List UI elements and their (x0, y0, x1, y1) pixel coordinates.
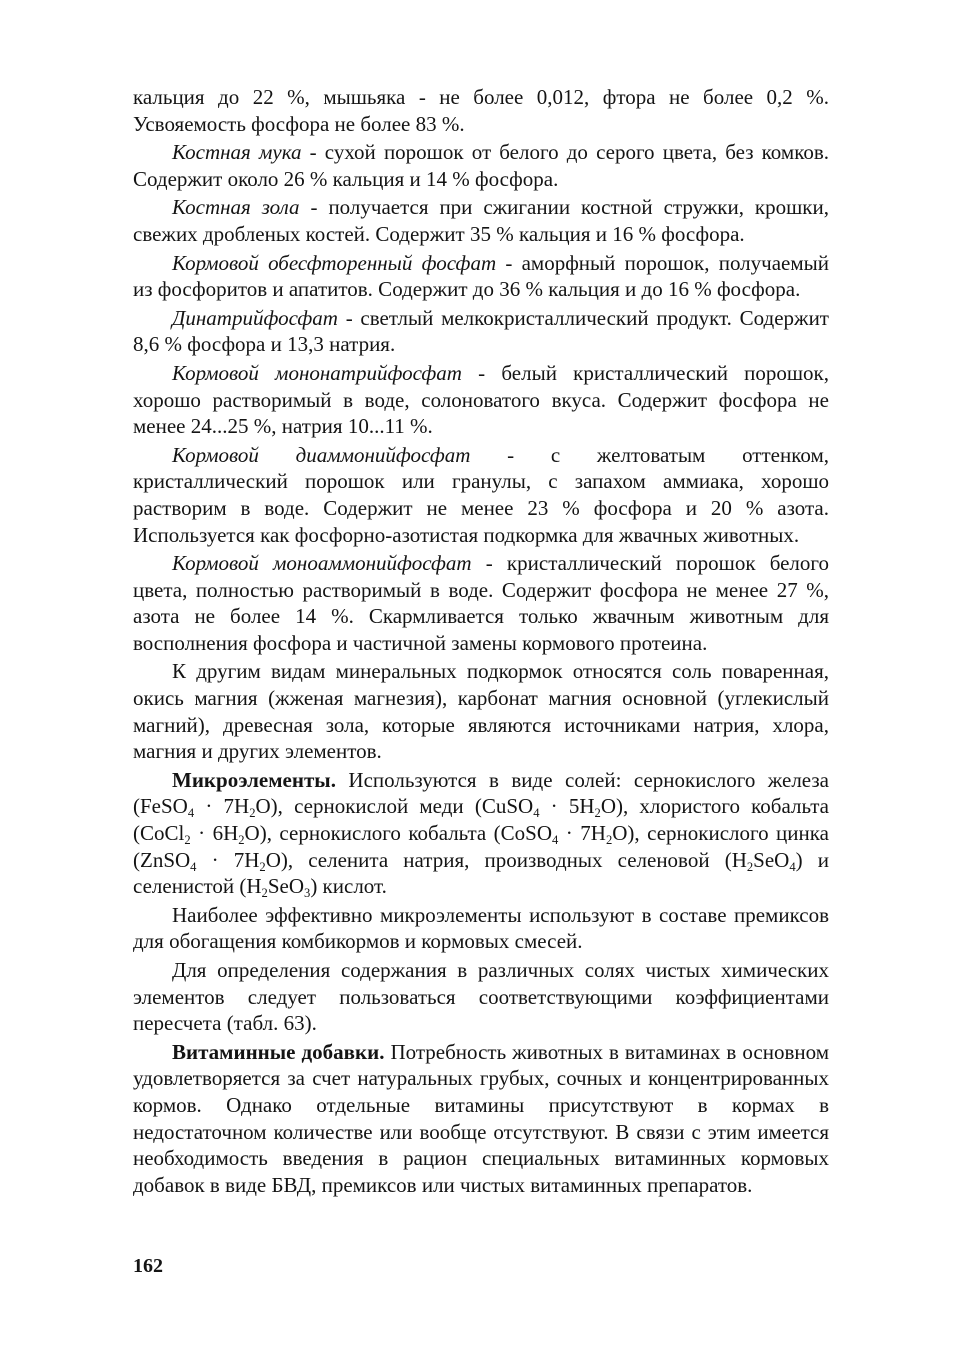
text-run: O), сернокислого цинка (ZnSO (133, 821, 829, 872)
paragraph (133, 902, 829, 955)
term-name: Костная мука (172, 140, 302, 165)
term-name: Кормовой диаммонийфосфат (172, 442, 471, 467)
paragraph (133, 194, 829, 247)
subscript: 2 (259, 859, 266, 874)
paragraph (133, 550, 829, 656)
text-run: Для определения содержания в различных солях чистых химических элементов следует пользоваться соответствующими коэффициентами пересчета (табл. 63). (133, 958, 829, 1036)
text-run: - белый кристаллический порошок, хорошо растворимый в воде, солоноватого вкуса. Содержит фосфора не менее 24...25 %, натрия 10...11 %. (133, 360, 830, 439)
text-run: - кристаллический порошок белого цвета, полностью растворимый в воде. Содержит фосфора не менее 27 %, азота не более 14 %. Скармливается только жвачным животным для восполнения фосфора и частичной замены кормового протеина. (133, 551, 829, 655)
term-name: Динатрийфосфат (172, 305, 338, 330)
paragraph (133, 250, 829, 303)
subscript: 2 (605, 832, 613, 847)
text-run: - сухой порошок от белого до серого цвета, без комков. Содержит около 26 % кальция и 14 % фосфора. (133, 140, 829, 191)
paragraph (133, 84, 829, 137)
section-heading: Микроэлементы. (172, 767, 336, 792)
subscript: 2 (238, 832, 245, 847)
text-run: · 7H (194, 794, 250, 819)
text-run: SeO (753, 847, 790, 872)
text-run: - аморфный порошок, получаемый из фосфоритов и апатитов. Содержит до 36 % кальция и до 16 % фосфора. (133, 250, 829, 302)
text-run: - с желтоватым оттенком, кристаллический порошок или гранулы, с запахом аммиака, хорошо растворим в воде. Содержит не менее 23 % фосфора и 20 % азота. Используется как фосфорно-азотистая подкормка для жвачных животных. (133, 442, 829, 547)
section-heading: Витаминные добавки. (172, 1039, 385, 1064)
text-run: · 6H (190, 821, 239, 846)
subscript: 4 (789, 859, 796, 874)
text-run: - светлый мелкокристаллический продукт. Содержит 8,6 % фосфора и 13,3 натрия. (133, 305, 829, 357)
subscript: 4 (552, 832, 559, 847)
text-run: · 5H (539, 794, 595, 819)
text-run: Потребность животных в витаминах в основном удовлетворяется за счет натуральных грубых, сочных и концентрированных кормов. Однако отдельные витамины присутствуют в кормах в недостаточном количестве или вообще отсутствуют. В связи с этим имеется необходимость введения в рацион специальных витаминных кормовых добавок в виде БВД, премиксов или чистых витаминных препаратов. (133, 1039, 829, 1197)
page-number: 162 (133, 1255, 163, 1277)
subscript: 2 (249, 806, 256, 821)
paragraph (133, 360, 829, 440)
text-run: Используются в виде солей: сернокислого железа (FeSO (133, 767, 829, 819)
paragraph (133, 767, 829, 900)
term-name: Кормовой обесфторенный фосфат (172, 250, 497, 275)
text-run: - получается при сжигании костной стружки, крошки, свежих дробленых костей. Содержит 35 % кальция и 16 % фосфора. (133, 195, 829, 246)
text-run: O), сернокислой меди (CuSO (255, 794, 534, 819)
subscript: 4 (533, 806, 540, 821)
body-text (133, 84, 829, 1198)
term-name: Кормовой мононатрийфосфат (172, 360, 462, 385)
subscript: 4 (190, 859, 197, 874)
subscript: 2 (746, 859, 754, 874)
term-name: Кормовой моноаммонийфосфат (172, 551, 472, 576)
text-run: · 7H (196, 847, 260, 872)
subscript: 4 (187, 806, 195, 821)
text-run: · 7H (558, 821, 606, 846)
text-run: Наиболее эффективно микроэлементы используют в составе премиксов для обогащения комбикормов и кормовых смесей. (133, 902, 829, 954)
text-run: O), сернокислого кобальта (CoSO (244, 821, 553, 846)
text-run: O), селенита натрия, производных селеновой (H (265, 847, 747, 872)
paragraph (133, 957, 829, 1037)
paragraph (133, 658, 829, 764)
term-name: Костная зола (172, 195, 300, 220)
paragraph (133, 305, 829, 358)
subscript: 2 (261, 885, 268, 900)
subscript: 2 (594, 806, 601, 821)
text-run: O), хлористого кобальта (CoCl (133, 794, 829, 846)
text-run: кальция до 22 %, мышьяка - не более 0,012, фтора не более 0,2 %. Усвояемость фосфора не более 83 %. (133, 85, 829, 136)
subscript: 2 (184, 832, 191, 847)
paragraph (133, 442, 829, 548)
text-run: К другим видам минеральных подкормок относятся соль поваренная, окись магния (жженая магнезия), карбонат магния основной (углекислый магний), древесная зола, которые являются источниками натрия, хлора, магния и других элементов. (133, 659, 829, 764)
text-run: ) и селенистой (H (133, 847, 829, 899)
text-run: ) кислот. (310, 874, 387, 899)
subscript: 3 (304, 885, 311, 900)
paragraph (133, 139, 829, 192)
paragraph (133, 1039, 829, 1199)
text-run: SeO (267, 874, 305, 899)
